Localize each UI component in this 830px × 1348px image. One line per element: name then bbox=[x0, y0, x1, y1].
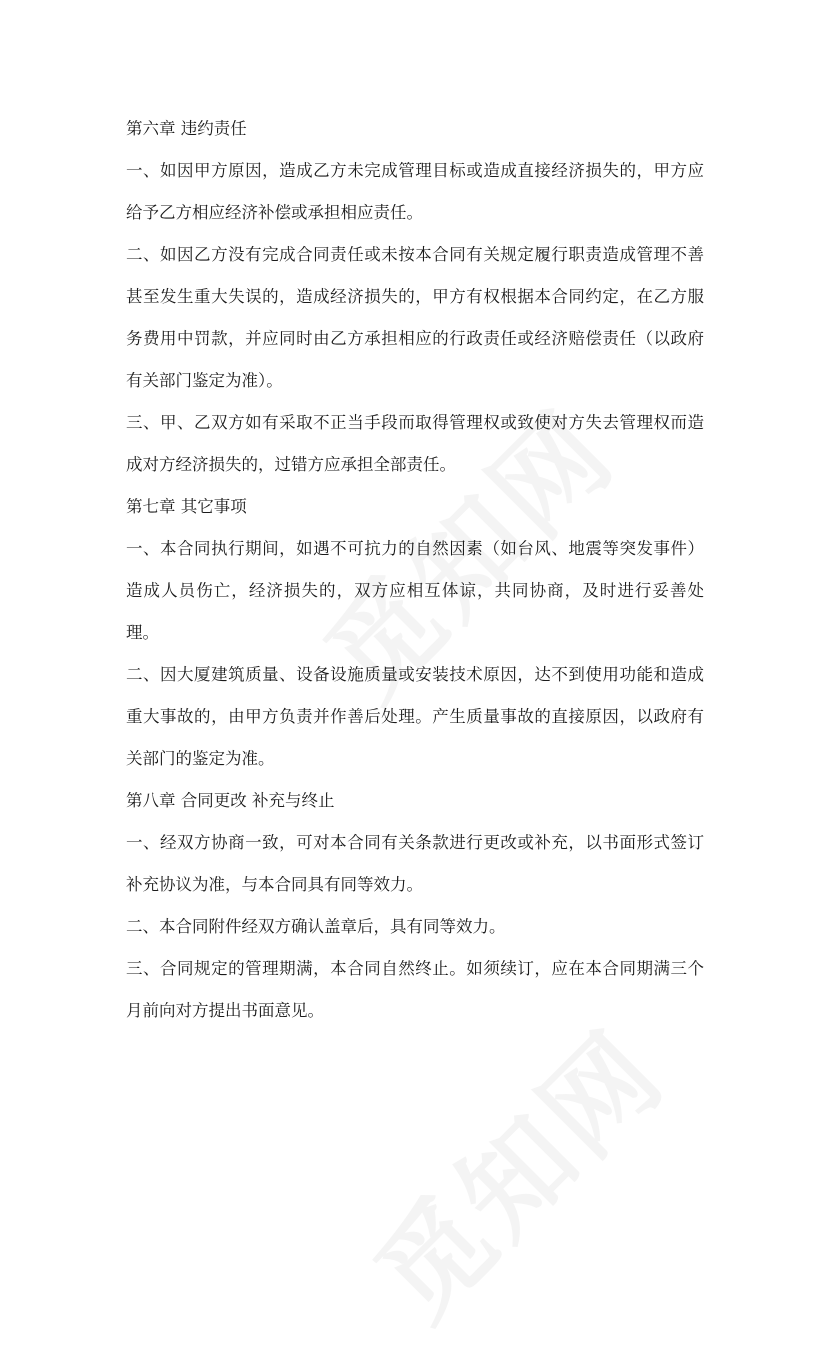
text-line: 关部门的鉴定为准。 bbox=[126, 749, 275, 768]
paragraph bbox=[126, 948, 704, 1032]
text-line: 理。 bbox=[126, 623, 159, 642]
text-line: 二、如因乙方没有完成合同责任或未按本合同有关规定履行职责造成管理不善 bbox=[126, 245, 704, 264]
paragraph bbox=[126, 402, 704, 486]
watermark bbox=[335, 990, 693, 1348]
text-line: 二、因大厦建筑质量、设备设施质量或安装技术原因，达不到使用功能和造成 bbox=[126, 665, 704, 684]
text-line: 一、本合同执行期间，如遇不可抗力的自然因素（如台风、地震等突发事件） bbox=[126, 539, 704, 558]
paragraph bbox=[126, 528, 704, 654]
text-line: 三、合同规定的管理期满，本合同自然终止。如须续订，应在本合同期满三个 bbox=[126, 959, 704, 978]
text-line: 有关部门鉴定为准）。 bbox=[126, 371, 283, 390]
text-line: 甚至发生重大失误的，造成经济损失的，甲方有权根据本合同约定，在乙方服 bbox=[126, 287, 704, 306]
text-line: 三、甲、乙双方如有采取不正当手段而取得管理权或致使对方失去管理权而造 bbox=[126, 413, 704, 432]
text-line: 一、经双方协商一致，可对本合同有关条款进行更改或补充，以书面形式签订 bbox=[126, 833, 704, 852]
text-line: 给予乙方相应经济补偿或承担相应责任。 bbox=[126, 203, 423, 222]
paragraph bbox=[126, 150, 704, 234]
text-line: 二、本合同附件经双方确认盖章后，具有同等效力。 bbox=[126, 917, 506, 936]
paragraph bbox=[126, 234, 704, 402]
paragraph bbox=[126, 822, 704, 906]
text-line: 重大事故的，由甲方负责并作善后处理。产生质量事故的直接原因，以政府有 bbox=[126, 707, 704, 726]
paragraph bbox=[126, 906, 704, 948]
chapter-heading: 第八章 合同更改 补充与终止 bbox=[126, 791, 335, 810]
chapter-heading: 第六章 违约责任 bbox=[126, 119, 247, 138]
paragraph bbox=[126, 654, 704, 780]
document-body bbox=[126, 108, 704, 1032]
text-line: 成对方经济损失的，过错方应承担全部责任。 bbox=[126, 455, 456, 474]
text-line: 月前向对方提出书面意见。 bbox=[126, 1001, 324, 1020]
text-line: 一、如因甲方原因，造成乙方未完成管理目标或造成直接经济损失的，甲方应 bbox=[126, 161, 704, 180]
text-line: 补充协议为准，与本合同具有同等效力。 bbox=[126, 875, 423, 894]
text-line: 造成人员伤亡，经济损失的，双方应相互体谅，共同协商，及时进行妥善处 bbox=[126, 581, 704, 600]
text-line: 务费用中罚款，并应同时由乙方承担相应的行政责任或经济赔偿责任（以政府 bbox=[126, 329, 704, 348]
chapter-heading: 第七章 其它事项 bbox=[126, 497, 247, 516]
